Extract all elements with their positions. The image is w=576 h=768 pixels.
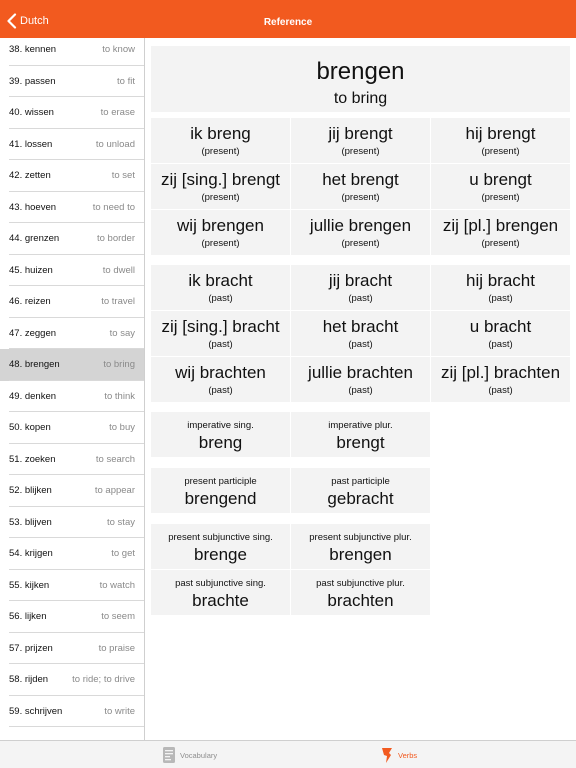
past-conjugation-tense-label: (past) — [488, 339, 513, 350]
past-conjugation-tense-label: (past) — [208, 293, 233, 304]
verb-list-item-translation: to seem — [101, 611, 135, 623]
verb-list-item-word: 50. kopen — [9, 422, 51, 434]
vocabulary-icon — [162, 746, 176, 764]
present-conjugation-cell — [431, 164, 570, 209]
verb-list-item[interactable] — [0, 66, 144, 98]
verb-list-item[interactable] — [0, 696, 144, 728]
verb-form-label: past subjunctive sing. — [175, 578, 266, 589]
present-conjugation-cell — [291, 118, 430, 163]
verb-form-label: past subjunctive plur. — [316, 578, 405, 589]
present-conjugation-form: zij [sing.] brengt — [160, 170, 281, 189]
past-conjugation-cell — [151, 311, 290, 356]
verb-list-item-word: 55. kijken — [9, 579, 50, 591]
verb-translation: to bring — [333, 90, 388, 107]
verb-form-value: brenge — [194, 545, 247, 564]
present-conjugation-cell — [151, 210, 290, 255]
verb-list-item[interactable] — [0, 381, 144, 413]
verb-list-item[interactable] — [0, 601, 144, 633]
verb-form-value: brachte — [192, 591, 249, 610]
verb-infinitive: brengen — [316, 58, 405, 85]
verb-list-item-translation: to need to — [92, 201, 135, 213]
past-conjugation-cell — [291, 265, 430, 310]
tab-verbs-label: Verbs — [398, 750, 418, 760]
verb-list-item[interactable] — [0, 97, 144, 129]
verb-list-item[interactable] — [0, 412, 144, 444]
present-conjugation-form: jij brengt — [328, 124, 393, 143]
verb-list-item-translation: to think — [104, 390, 135, 402]
conjugation-panel — [145, 38, 576, 740]
verb-form-label: present participle — [184, 476, 257, 487]
verb-list-item[interactable] — [0, 129, 144, 161]
verb-list-item-translation: to buy — [109, 422, 135, 434]
verb-list-item[interactable] — [0, 160, 144, 192]
verb-form-value: brengt — [336, 433, 385, 452]
verb-list-item-translation: to fit — [117, 75, 135, 87]
present-conjugation-form: ik breng — [190, 124, 251, 143]
verb-list-item[interactable] — [0, 223, 144, 255]
verb-list-item-word: 45. huizen — [9, 264, 53, 276]
past-conjugation-form: zij [pl.] brachten — [440, 363, 561, 382]
past-conjugation-tense-label: (past) — [208, 385, 233, 396]
tab-bar — [0, 740, 576, 768]
past-conjugation-tense-label: (past) — [348, 293, 373, 304]
verb-list-item-translation: to border — [96, 233, 135, 245]
verb-list-item-word: 54. krijgen — [9, 548, 53, 560]
verb-list-item[interactable] — [0, 633, 144, 665]
verb-list-item-translation: to say — [109, 327, 135, 339]
verb-form-cell — [291, 570, 430, 615]
present-conjugation-tense-label: (present) — [341, 146, 380, 157]
present-conjugation-tense-label: (present) — [481, 146, 520, 157]
tab-vocabulary-label: Vocabulary — [180, 750, 218, 760]
verb-list-item[interactable] — [0, 570, 144, 602]
past-conjugation-cell — [291, 357, 430, 402]
verb-list-item-translation: to search — [95, 453, 135, 465]
past-conjugation-form: u bracht — [469, 317, 532, 336]
past-conjugation-form: jullie brachten — [308, 363, 413, 382]
present-conjugation-tense-label: (present) — [201, 146, 240, 157]
verb-form-cell — [151, 570, 290, 615]
verb-list-item[interactable] — [0, 538, 144, 570]
present-conjugation-form: zij [pl.] brengen — [442, 216, 559, 235]
verb-list-item-translation: to praise — [98, 642, 135, 654]
past-conjugation-cell — [291, 311, 430, 356]
verb-list-item[interactable] — [0, 286, 144, 318]
verb-list-item-word: 46. reizen — [9, 296, 51, 308]
verb-list-item-translation: to erase — [100, 107, 135, 119]
back-button-label: Dutch — [20, 15, 49, 27]
verb-list-item-translation: to appear — [94, 485, 135, 497]
verb-list-item-word: 38. kennen — [9, 44, 57, 56]
verb-form-cell — [291, 412, 430, 457]
verb-list-item-translation: to know — [102, 44, 135, 56]
verb-list-item-translation: to get — [111, 548, 135, 560]
verb-list-item-word: 59. schrijven — [9, 705, 63, 717]
verb-list-item-word: 51. zoeken — [9, 453, 56, 465]
present-conjugation-form: hij brengt — [465, 124, 536, 143]
verb-header — [151, 46, 570, 112]
past-conjugation-form: ik bracht — [188, 271, 253, 290]
past-conjugation-tense-label: (past) — [348, 339, 373, 350]
verb-list-item[interactable] — [0, 38, 144, 66]
present-conjugation-tense-label: (present) — [201, 238, 240, 249]
present-conjugation-form: het brengt — [322, 170, 399, 189]
verb-form-cell — [151, 468, 290, 513]
verb-form-value: breng — [198, 433, 243, 452]
past-conjugation-tense-label: (past) — [208, 339, 233, 350]
verb-list-item[interactable] — [0, 192, 144, 224]
verb-list-item-word: 56. lijken — [9, 611, 47, 623]
verb-form-cell — [291, 524, 430, 569]
verb-form-value: brengen — [329, 545, 392, 564]
present-conjugation-form: wij brengen — [177, 216, 264, 235]
verb-list-item[interactable] — [0, 664, 144, 696]
verb-list-item-translation: to travel — [101, 296, 135, 308]
past-conjugation-form: wij brachten — [175, 363, 266, 382]
verb-list-item[interactable] — [0, 349, 144, 381]
verb-list-item-word: 40. wissen — [9, 107, 54, 119]
verb-list-item[interactable] — [0, 318, 144, 350]
verb-list[interactable] — [0, 38, 145, 740]
verbs-icon — [380, 746, 394, 764]
verb-list-item-translation: to unload — [95, 138, 135, 150]
verb-form-value: brachten — [327, 591, 394, 610]
verb-list-item-word: 43. hoeven — [9, 201, 57, 213]
verb-list-item-word: 48. brengen — [9, 359, 60, 371]
verb-list-item[interactable] — [0, 507, 144, 539]
verb-list-item-translation: to bring — [103, 359, 135, 371]
verb-list-item-word: 57. prijzen — [9, 642, 53, 654]
verb-list-item-translation: to stay — [107, 516, 135, 528]
verb-list-item-translation: to dwell — [102, 264, 135, 276]
tab-vocabulary[interactable] — [162, 746, 217, 764]
verb-form-cell — [151, 524, 290, 569]
present-conjugation-form: u brengt — [469, 170, 532, 189]
verb-form-label: past participle — [331, 476, 390, 487]
verb-list-item-word: 49. denken — [9, 390, 57, 402]
past-conjugation-tense-label: (past) — [348, 385, 373, 396]
verb-form-label: present subjunctive plur. — [309, 532, 412, 543]
past-conjugation-tense-label: (past) — [488, 385, 513, 396]
present-conjugation-form: jullie brengen — [309, 216, 412, 235]
verb-form-label: present subjunctive sing. — [168, 532, 273, 543]
verb-list-item[interactable] — [0, 255, 144, 287]
verb-list-item-word: 44. grenzen — [9, 233, 60, 245]
verb-list-item-word: 58. rijden — [9, 674, 49, 686]
verb-list-item[interactable] — [0, 475, 144, 507]
past-conjugation-cell — [431, 357, 570, 402]
verb-list-item-word: 41. lossen — [9, 138, 53, 150]
navigation-bar — [0, 0, 576, 38]
present-conjugation-tense-label: (present) — [481, 192, 520, 203]
past-conjugation-tense-label: (past) — [488, 293, 513, 304]
past-conjugation-form: jij bracht — [328, 271, 393, 290]
verb-list-item-word: 47. zeggen — [9, 327, 57, 339]
verb-list-item-translation: to watch — [99, 579, 135, 591]
verb-form-cell — [151, 412, 290, 457]
verb-list-item-translation: to set — [111, 170, 135, 182]
verb-list-item-word: 42. zetten — [9, 170, 51, 182]
verb-form-cell — [291, 468, 430, 513]
verb-list-item[interactable] — [0, 444, 144, 476]
present-conjugation-cell — [151, 164, 290, 209]
present-conjugation-tense-label: (present) — [341, 192, 380, 203]
past-conjugation-form: zij [sing.] bracht — [161, 317, 280, 336]
tab-verbs[interactable] — [380, 746, 417, 764]
present-conjugation-tense-label: (present) — [481, 238, 520, 249]
verb-list-item-translation: to write — [104, 705, 135, 717]
present-conjugation-cell — [291, 210, 430, 255]
past-conjugation-form: hij bracht — [466, 271, 535, 290]
present-conjugation-cell — [431, 118, 570, 163]
verb-form-label: imperative plur. — [328, 420, 393, 431]
verb-list-item-word: 52. blijken — [9, 485, 52, 497]
present-conjugation-cell — [151, 118, 290, 163]
past-conjugation-cell — [431, 311, 570, 356]
past-conjugation-cell — [431, 265, 570, 310]
verb-list-item-word: 53. blijven — [9, 516, 52, 528]
verb-list-item-word: 39. passen — [9, 75, 56, 87]
verb-form-value: brengend — [184, 489, 257, 508]
past-conjugation-form: het bracht — [322, 317, 399, 336]
present-conjugation-tense-label: (present) — [341, 238, 380, 249]
verb-form-label: imperative sing. — [187, 420, 254, 431]
present-conjugation-cell — [431, 210, 570, 255]
page-title: Reference — [263, 17, 313, 28]
past-conjugation-cell — [151, 357, 290, 402]
past-conjugation-cell — [151, 265, 290, 310]
present-conjugation-tense-label: (present) — [201, 192, 240, 203]
present-conjugation-cell — [291, 164, 430, 209]
verb-list-item-translation: to ride; to drive — [72, 674, 135, 686]
verb-form-value: gebracht — [327, 489, 394, 508]
